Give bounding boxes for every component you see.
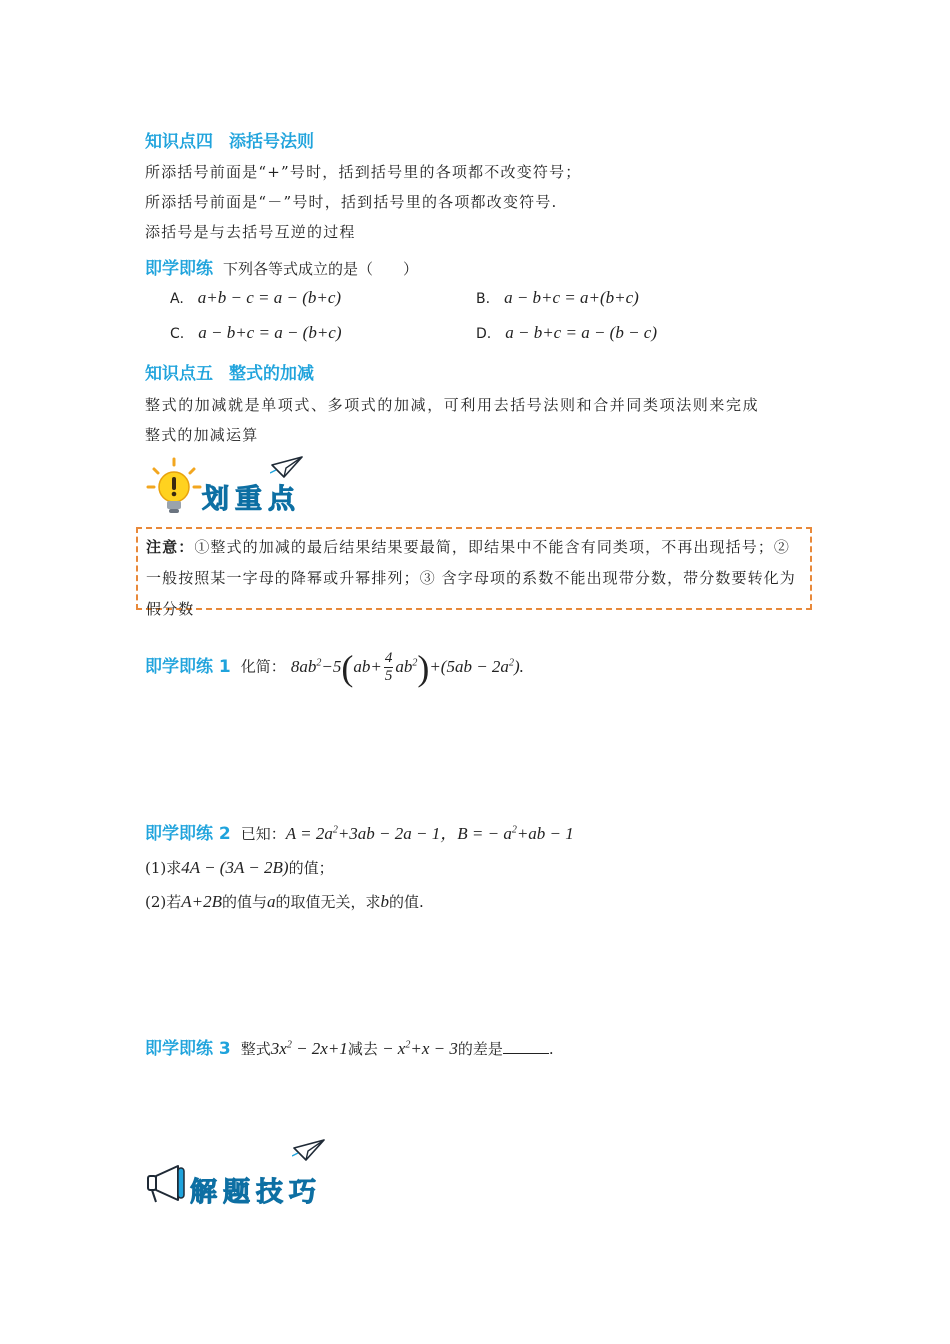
section4-title-text: 添括号法则 [229, 132, 314, 152]
option-c-label: C. [170, 326, 185, 342]
practice3-suffix: 的差是 [457, 1040, 503, 1058]
practice0-question [145, 254, 418, 279]
practice1-exp-1: 2 [316, 657, 322, 668]
practice2-expr-a: A = 2a [285, 824, 333, 843]
practice3-expr-b: − 2x+1 [291, 1039, 348, 1058]
practice2-q2-prefix: (2)若 [145, 893, 182, 911]
practice1-expr-b: −5 [321, 656, 342, 676]
section4-line3: 添括号是与去括号互逆的过程 [145, 223, 356, 241]
practice1-exp-3: 2 [508, 657, 514, 668]
practice2-q2-var-b: b [380, 892, 390, 911]
practice3-exp-1: 2 [286, 1039, 292, 1051]
practice3-expr-d: +x − 3 [410, 1039, 458, 1058]
option-d [476, 323, 657, 343]
section5-title-text: 整式的加减 [229, 364, 314, 384]
practice1-expr-e: +(5ab − 2a [429, 656, 509, 676]
lightbulb-icon [146, 457, 202, 517]
option-c [170, 323, 342, 343]
option-d-expr: a − b+c = a − (b − c) [505, 323, 658, 342]
practice1-expr-a: 8ab [290, 656, 317, 676]
practice0-text: 下列各等式成立的是（ ） [223, 260, 419, 278]
practice2-q2-mid: 的值与 [222, 893, 268, 911]
practice2-expr-b: +3ab − 2a − 1，B = − a [337, 824, 512, 843]
practice2-q1-prefix: (1)求 [145, 859, 182, 877]
option-a-label: A. [170, 291, 184, 307]
section5-line2: 整式的加减运算 [145, 426, 259, 444]
practice2-expr-c: +ab − 1 [516, 824, 574, 843]
practice3-mid: 减去 [347, 1040, 378, 1058]
solving-tips-banner [146, 1138, 336, 1208]
practice3-expr-2 [378, 1039, 458, 1058]
practice3-expr-1 [271, 1039, 348, 1058]
practice2-q2-mid2: 的取值无关，求 [275, 893, 381, 911]
paper-plane-icon [270, 455, 304, 481]
note-text: ①整式的加减的最后结果结果要最简，即结果中不能含有同类项，不再出现括号；② 一般按照某一字母的降幂或升幂排列；③ 含字母项的系数不能出现带分数，带分数要转化为假分数 [146, 538, 796, 618]
close-paren: ) [417, 647, 430, 688]
option-b [476, 288, 639, 308]
solving-tips-title: 解题技巧 [190, 1177, 322, 1208]
practice2-exp-1: 2 [332, 824, 338, 836]
practice1-expr-c: ab+ [353, 656, 382, 676]
practice3-exp-2: 2 [405, 1039, 411, 1051]
section4-title-number: 知识点四 [145, 132, 213, 152]
section5-line1: 整式的加减就是单项式、多项式的加减，可利用去括号法则和合并同类项法则来完成 [145, 396, 760, 414]
option-b-label: B. [476, 291, 491, 307]
practice2-q2-var-a: a [267, 892, 276, 911]
key-points-title: 划重点 [202, 484, 301, 515]
option-d-label: D. [476, 326, 492, 342]
option-b-expr: a − b+c = a+(b+c) [504, 288, 639, 307]
practice1-expr-f: ). [513, 656, 524, 676]
practice2-q2-expr: A+2B [181, 892, 222, 911]
practice3-question [145, 1034, 554, 1059]
option-c-expr: a − b+c = a − (b+c) [198, 323, 342, 342]
section4-line1: 所添括号前面是“+”号时，括到括号里的各项都不改变符号； [145, 163, 582, 181]
practice2-exp-2: 2 [511, 824, 517, 836]
practice3-end: . [548, 1040, 554, 1058]
practice2-question [145, 819, 574, 844]
practice2-q1-suffix: 的值； [288, 859, 334, 877]
practice3-expr-c: − x [377, 1039, 406, 1058]
practice2-sub1 [145, 857, 334, 878]
practice2-prefix: 已知： [240, 825, 286, 843]
section5-title-number: 知识点五 [145, 364, 213, 384]
practice2-expr [286, 824, 574, 843]
section5-title [145, 359, 314, 384]
note-box [136, 527, 812, 618]
practice2-label: 即学即练 2 [145, 824, 231, 844]
note-label: 注意： [146, 538, 195, 556]
practice1-exp-2: 2 [412, 657, 418, 668]
practice1-label: 即学即练 1 [145, 656, 231, 677]
practice2-sub2 [145, 891, 424, 912]
practice3-expr-a: 3x [270, 1039, 287, 1058]
key-points-banner [146, 455, 316, 517]
fraction-denominator: 5 [384, 668, 393, 685]
fraction-numerator: 4 [384, 650, 393, 667]
practice3-prefix: 整式 [240, 1040, 271, 1058]
practice2-q1-expr: 4A − (3A − 2B) [181, 858, 289, 877]
practice1-expr [290, 647, 524, 688]
practice1-prefix: 化简： [240, 657, 286, 676]
paper-plane-icon [292, 1138, 326, 1164]
practice2-q2-suffix: 的值. [389, 893, 424, 911]
option-a-expr: a+b − c = a − (b+c) [197, 288, 342, 307]
section4-title [145, 127, 314, 152]
option-a [170, 288, 341, 308]
section4-line2: 所添括号前面是“－”号时，括到括号里的各项都改变符号. [145, 193, 558, 211]
practice1-expr-d: ab [395, 656, 413, 676]
megaphone-icon [146, 1162, 190, 1206]
practice0-label: 即学即练 [145, 259, 213, 279]
answer-blank [503, 1039, 549, 1054]
open-paren: ( [341, 647, 354, 688]
practice3-label: 即学即练 3 [145, 1039, 231, 1059]
fraction [384, 650, 394, 685]
practice1-question [145, 648, 524, 692]
